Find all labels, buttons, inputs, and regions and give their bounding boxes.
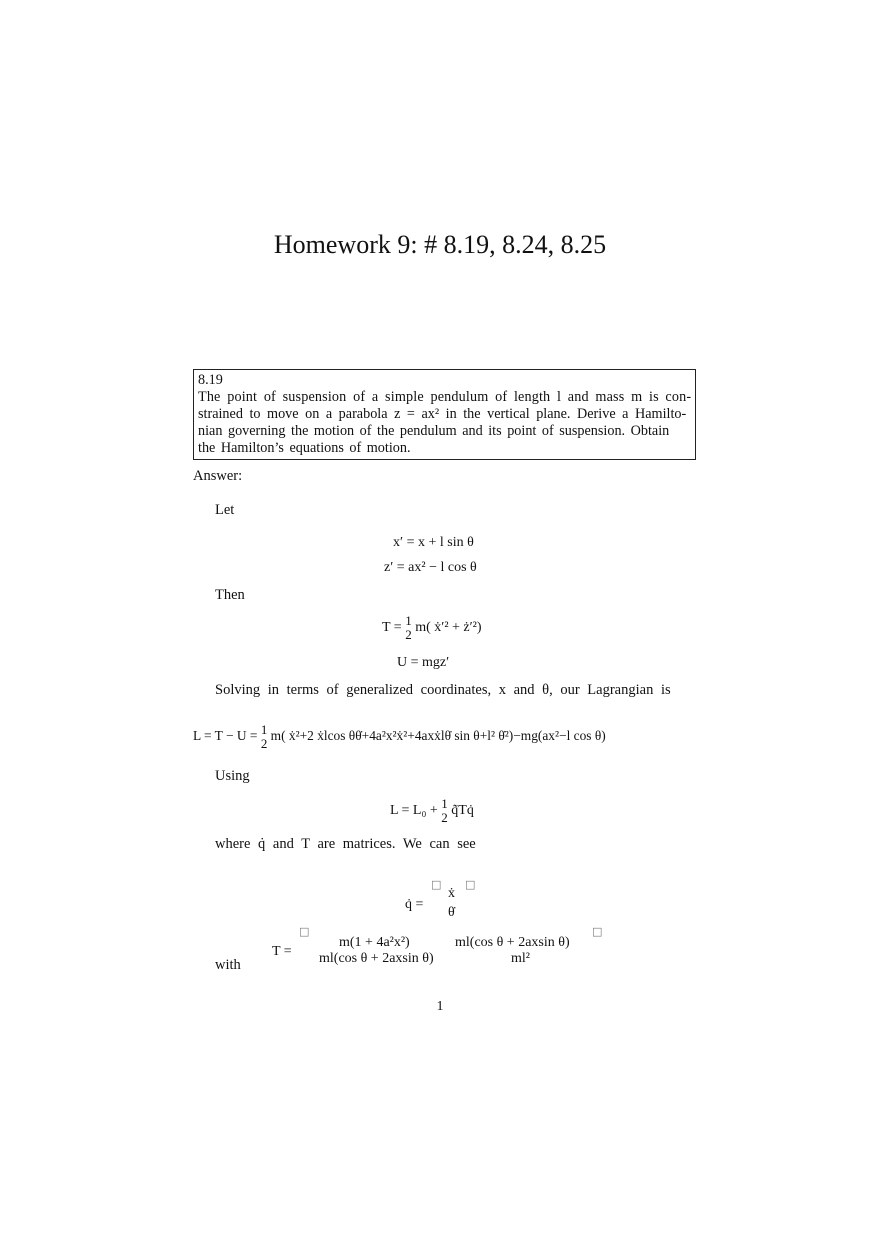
page-title: Homework 9: # 8.19, 8.24, 8.25	[273, 230, 607, 259]
matrix-r1c2: ml(cos θ + 2axsin θ)	[455, 935, 570, 950]
equation-potential-energy: U = mgz′	[397, 655, 450, 670]
fraction-denominator: 2	[405, 627, 412, 642]
fraction-denominator: 2	[260, 736, 268, 751]
bracket-left-icon: □	[431, 878, 442, 891]
equation-qdot-lhs: q̇ =	[405, 897, 424, 912]
equation-l-rhs: m( ẋ²+2 ẋlcos θθ̇+4a²x²ẋ²+4axẋlθ̇ sin θ+l² θ̇²)−mg(ax²−l cos θ)	[270, 728, 606, 744]
equation-t-lhs: T =	[382, 620, 402, 636]
fraction-numerator: 1	[260, 722, 268, 737]
equation-z-prime: z′ = ax² − l cos θ	[384, 560, 477, 575]
matrix-bracket-right-icon: □	[592, 925, 603, 938]
matrix-r2c2: ml²	[511, 951, 530, 966]
problem-line-4: the Hamilton’s equations of motion.	[198, 440, 411, 456]
equation-l0-lhs: L = L₀ +	[390, 803, 438, 819]
equation-kinetic-energy	[382, 614, 482, 642]
fraction-one-half	[441, 797, 448, 825]
answer-label: Answer:	[193, 468, 243, 484]
then-label: Then	[215, 587, 245, 603]
page-number: 1	[436, 999, 444, 1014]
problem-line-3: nian governing the motion of the pendulum and its point of suspension. Obtain	[198, 423, 670, 439]
fraction-denominator: 2	[441, 810, 448, 825]
equation-l0-rhs: q̃̇Tq̇	[451, 803, 474, 819]
let-label: Let	[215, 502, 235, 518]
equation-t-rhs: m( ẋ′² + ż′²)	[415, 620, 482, 636]
problem-line-1: The point of suspension of a simple pendulum of length l and mass m is con-	[198, 389, 692, 405]
where-text: where q̇ and T are matrices. We can see	[215, 836, 476, 852]
equation-x-prime: x′ = x + l sin θ	[393, 535, 474, 550]
bracket-right-icon: □	[465, 878, 476, 891]
matrix-r1c1: m(1 + 4a²x²)	[339, 935, 410, 950]
fraction-one-half	[405, 614, 412, 642]
matrix-bracket-left-icon: □	[299, 925, 310, 938]
vector-entry-thetadot: θ̇	[448, 905, 455, 920]
equation-l-lhs: L = T − U =	[193, 728, 258, 744]
equation-tmatrix-lhs: T =	[272, 944, 292, 959]
fraction-one-half	[261, 723, 268, 751]
problem-number: 8.19	[198, 372, 223, 388]
equation-quadratic-form	[390, 797, 474, 825]
vector-entry-xdot: ẋ	[448, 886, 455, 901]
with-label: with	[215, 957, 241, 973]
fraction-numerator: 1	[441, 796, 448, 811]
solving-text: Solving in terms of generalized coordinates, x and θ, our Lagrangian is	[215, 682, 671, 698]
equation-lagrangian	[193, 723, 606, 751]
using-label: Using	[215, 768, 250, 784]
problem-line-2: strained to move on a parabola z = ax² in the vertical plane. Derive a Hamilto-	[198, 406, 687, 422]
matrix-r2c1: ml(cos θ + 2axsin θ)	[319, 951, 434, 966]
fraction-numerator: 1	[405, 613, 412, 628]
